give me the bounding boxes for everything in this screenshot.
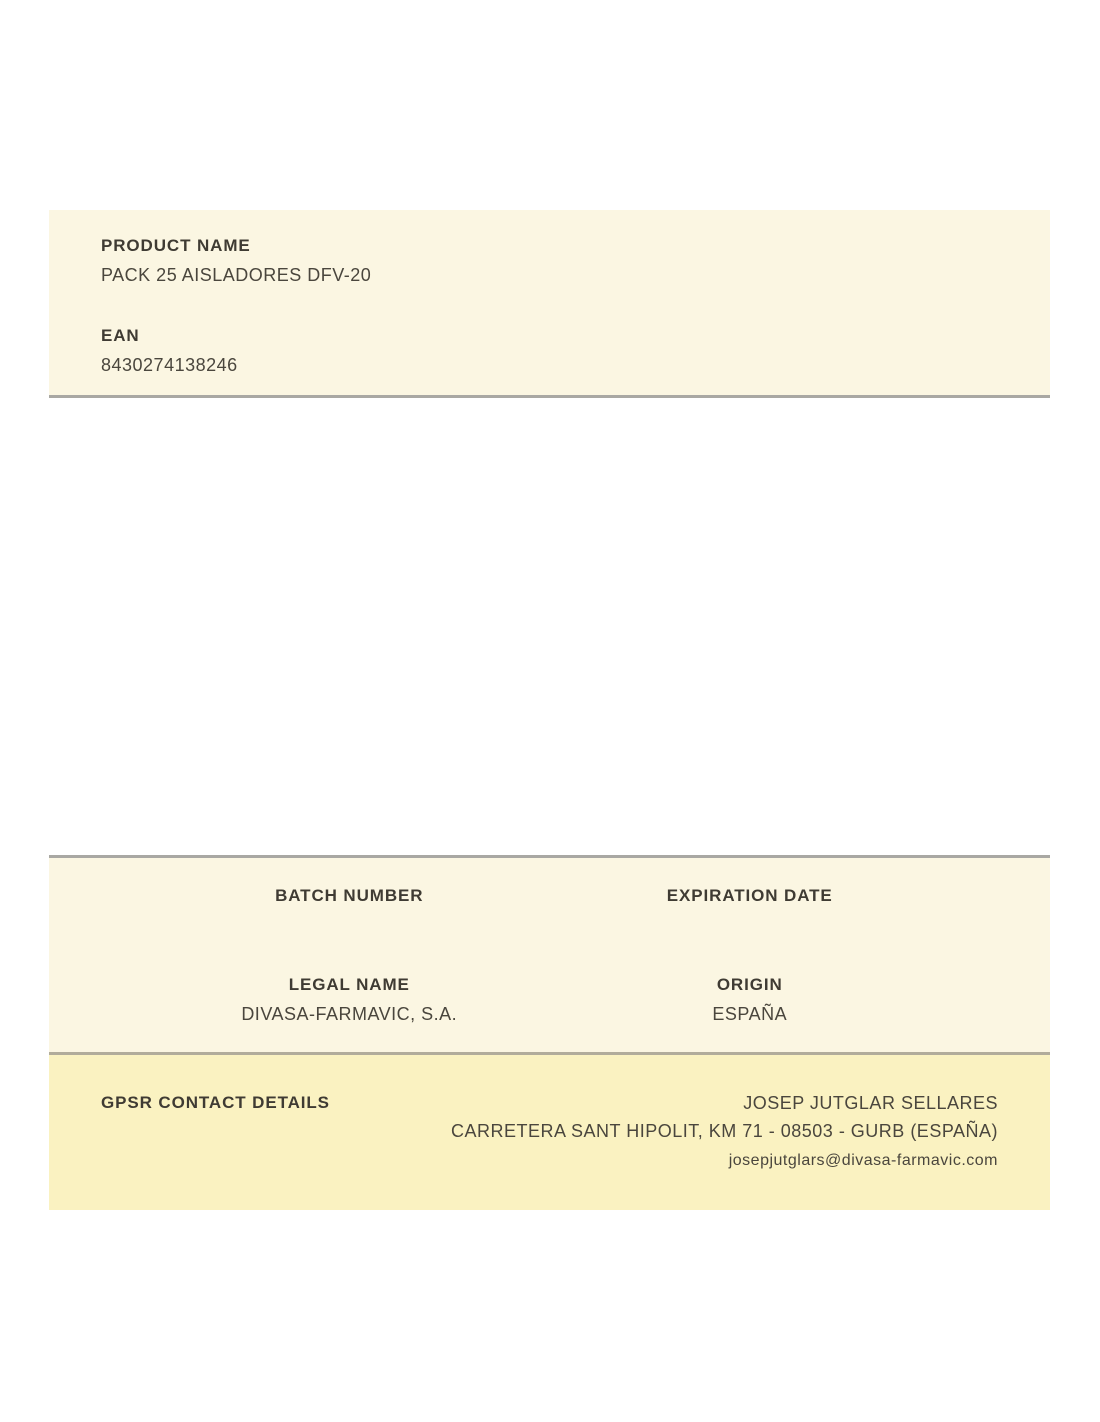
legal-origin-row: [149, 975, 950, 1025]
batch-origin-section: [49, 855, 1050, 1055]
legal-name-label: LEGAL NAME: [288, 975, 410, 994]
legal-name-field: [149, 975, 550, 1025]
expiration-date-field: [550, 886, 951, 936]
product-info-section: [49, 210, 1050, 398]
batch-expiration-row: [149, 886, 950, 936]
expiration-date-label: EXPIRATION DATE: [666, 886, 833, 905]
ean-label: EAN: [101, 326, 140, 345]
origin-label: ORIGIN: [716, 975, 783, 994]
gpsr-contact-lines: [451, 1093, 998, 1170]
ean-value: 8430274138246: [101, 355, 238, 375]
product-name-field: [101, 236, 998, 286]
legal-name-value: DIVASA-FARMAVIC, S.A.: [241, 1004, 458, 1024]
product-name-value: PACK 25 AISLADORES DFV-20: [101, 265, 372, 285]
batch-number-label: BATCH NUMBER: [275, 886, 424, 905]
contact-email: josepjutglars@divasa-farmavic.com: [728, 1152, 998, 1169]
gpsr-contact-label: GPSR CONTACT DETAILS: [101, 1093, 330, 1112]
gpsr-contact-section: [49, 1055, 1050, 1210]
batch-number-field: [149, 886, 550, 936]
contact-name: JOSEP JUTGLAR SELLARES: [743, 1093, 998, 1113]
contact-address: CARRETERA SANT HIPOLIT, KM 71 - 08503 - GURB (ESPAÑA): [451, 1121, 998, 1141]
expiration-date-value: [550, 915, 951, 936]
origin-value: ESPAÑA: [712, 1004, 788, 1024]
product-name-label: PRODUCT NAME: [101, 236, 251, 255]
batch-number-value: [149, 915, 550, 936]
origin-field: [550, 975, 951, 1025]
ean-field: [101, 326, 998, 376]
